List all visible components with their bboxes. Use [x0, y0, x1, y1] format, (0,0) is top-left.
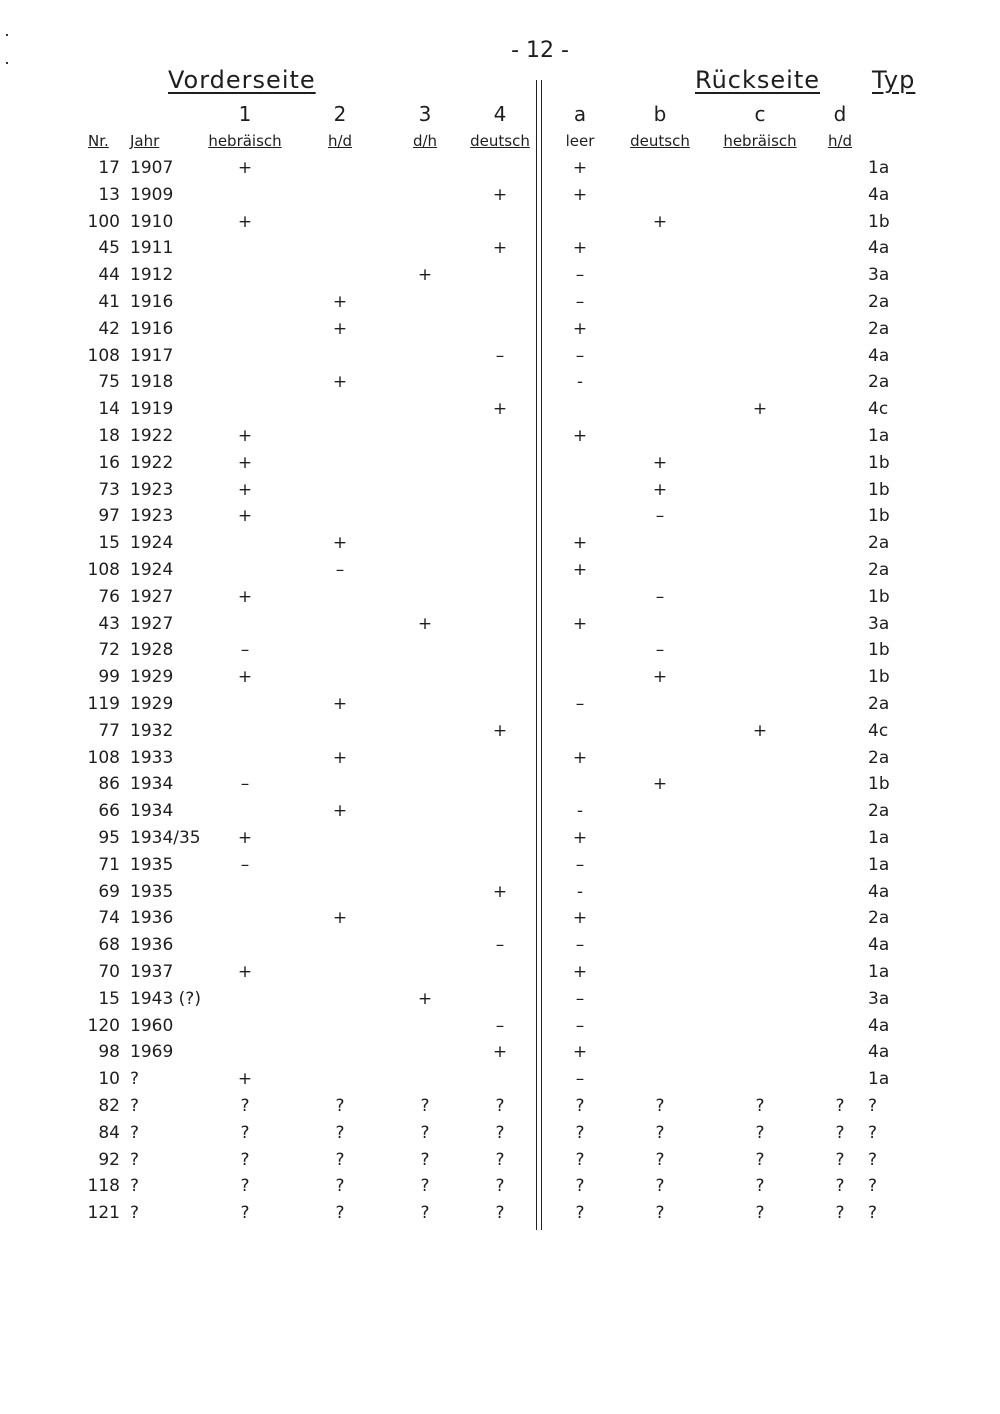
cell-year: ?	[130, 1069, 140, 1089]
cell-h-d: ?	[335, 1176, 345, 1196]
cell-nr: 119	[87, 694, 120, 714]
front-back-divider-left	[536, 80, 537, 1230]
cell-hebrew: ?	[240, 1096, 250, 1116]
cell-year: 1943 (?)	[130, 989, 201, 1009]
cell-back-german: –	[655, 587, 665, 607]
cell-german: +	[492, 1042, 508, 1062]
cell-german: ?	[495, 1123, 505, 1143]
cell-type: 4a	[868, 238, 890, 258]
cell-hebrew: –	[240, 855, 250, 875]
cell-empty: –	[575, 855, 585, 875]
column-letter-c: c	[754, 102, 766, 126]
cell-type: ?	[868, 1150, 878, 1170]
cell-back-hebrew: ?	[755, 1203, 765, 1223]
cell-type: 2a	[868, 908, 890, 928]
cell-type: 3a	[868, 614, 890, 634]
column-number-2: 2	[333, 102, 347, 126]
cell-nr: 15	[98, 533, 120, 553]
cell-back-h-d: ?	[835, 1123, 845, 1143]
cell-year: 1922	[130, 453, 174, 473]
cell-h-d: +	[332, 694, 348, 714]
cell-h-d: ?	[335, 1096, 345, 1116]
cell-nr: 118	[87, 1176, 120, 1196]
cell-back-hebrew: +	[752, 721, 768, 741]
cell-nr: 95	[98, 828, 120, 848]
cell-back-german: +	[652, 774, 668, 794]
cell-type: 1a	[868, 855, 890, 875]
cell-hebrew: +	[237, 1069, 253, 1089]
cell-empty: –	[575, 265, 585, 285]
cell-back-german: +	[652, 212, 668, 232]
cell-nr: 98	[98, 1042, 120, 1062]
cell-back-german: ?	[655, 1176, 665, 1196]
cell-type: 1a	[868, 962, 890, 982]
cell-nr: 10	[98, 1069, 120, 1089]
cell-back-hebrew: +	[752, 399, 768, 419]
cell-back-german: –	[655, 640, 665, 660]
cell-type: 2a	[868, 560, 890, 580]
cell-type: 2a	[868, 748, 890, 768]
column-letter-d: d	[833, 102, 847, 126]
margin-mark	[6, 62, 8, 64]
cell-h-d: +	[332, 533, 348, 553]
cell-german: +	[492, 882, 508, 902]
cell-type: 1b	[868, 480, 890, 500]
cell-back-h-d: ?	[835, 1150, 845, 1170]
cell-d-h: ?	[420, 1150, 430, 1170]
cell-year: 1923	[130, 480, 174, 500]
cell-type: 4a	[868, 935, 890, 955]
cell-hebrew: –	[240, 640, 250, 660]
cell-d-h: ?	[420, 1123, 430, 1143]
cell-type: 1a	[868, 158, 890, 178]
cell-hebrew: ?	[240, 1150, 250, 1170]
cell-d-h: +	[417, 614, 433, 634]
cell-hebrew: +	[237, 667, 253, 687]
cell-hebrew: ?	[240, 1123, 250, 1143]
cell-year: 1928	[130, 640, 174, 660]
cell-hebrew: –	[240, 774, 250, 794]
cell-type: 4c	[868, 721, 889, 741]
cell-year: 1934	[130, 801, 174, 821]
cell-hebrew: +	[237, 828, 253, 848]
cell-empty: +	[572, 908, 588, 928]
cell-year: 1907	[130, 158, 174, 178]
cell-year: 1969	[130, 1042, 174, 1062]
cell-nr: 45	[98, 238, 120, 258]
cell-h-d: ?	[335, 1123, 345, 1143]
cell-type: 1b	[868, 212, 890, 232]
cell-german: +	[492, 238, 508, 258]
cell-nr: 108	[87, 346, 120, 366]
cell-german: –	[495, 935, 505, 955]
cell-type: 1a	[868, 426, 890, 446]
cell-nr: 84	[98, 1123, 120, 1143]
cell-h-d: ?	[335, 1203, 345, 1223]
cell-h-d: +	[332, 372, 348, 392]
cell-nr: 75	[98, 372, 120, 392]
cell-year: 1935	[130, 882, 174, 902]
cell-nr: 108	[87, 560, 120, 580]
cell-nr: 97	[98, 506, 120, 526]
cell-year: 1916	[130, 319, 174, 339]
cell-type: 2a	[868, 292, 890, 312]
cell-nr: 76	[98, 587, 120, 607]
cell-empty: –	[575, 1069, 585, 1089]
section-type-title: Typ	[872, 66, 916, 94]
cell-empty: –	[575, 935, 585, 955]
cell-year: 1912	[130, 265, 174, 285]
cell-type: ?	[868, 1096, 878, 1116]
cell-german: ?	[495, 1150, 505, 1170]
cell-type: 4a	[868, 346, 890, 366]
cell-year: 1935	[130, 855, 174, 875]
cell-year: 1916	[130, 292, 174, 312]
section-front-title: Vorderseite	[168, 66, 316, 94]
cell-h-d: +	[332, 748, 348, 768]
cell-empty: –	[575, 989, 585, 1009]
cell-empty: +	[572, 748, 588, 768]
front-back-divider-right	[541, 80, 542, 1230]
cell-empty: -	[576, 801, 584, 821]
cell-year: 1932	[130, 721, 174, 741]
header-hebrew: hebräisch	[208, 132, 282, 150]
column-number-4: 4	[493, 102, 507, 126]
cell-nr: 44	[98, 265, 120, 285]
cell-empty: ?	[575, 1123, 585, 1143]
cell-back-hebrew: ?	[755, 1150, 765, 1170]
cell-empty: -	[576, 372, 584, 392]
cell-hebrew: +	[237, 212, 253, 232]
cell-d-h: ?	[420, 1096, 430, 1116]
header-back-german: deutsch	[630, 132, 690, 150]
cell-type: 1b	[868, 453, 890, 473]
cell-back-h-d: ?	[835, 1176, 845, 1196]
cell-empty: +	[572, 1042, 588, 1062]
cell-empty: +	[572, 185, 588, 205]
cell-hebrew: +	[237, 426, 253, 446]
cell-nr: 121	[87, 1203, 120, 1223]
cell-type: 4a	[868, 185, 890, 205]
cell-nr: 99	[98, 667, 120, 687]
cell-hebrew: +	[237, 453, 253, 473]
cell-type: 1a	[868, 828, 890, 848]
cell-nr: 17	[98, 158, 120, 178]
cell-empty: +	[572, 238, 588, 258]
cell-back-german: ?	[655, 1123, 665, 1143]
header-nr: Nr.	[88, 132, 109, 150]
section-back-title: Rückseite	[695, 66, 821, 94]
cell-year: 1934	[130, 774, 174, 794]
cell-type: 4c	[868, 399, 889, 419]
cell-year: ?	[130, 1150, 140, 1170]
cell-hebrew: ?	[240, 1176, 250, 1196]
cell-empty: +	[572, 158, 588, 178]
cell-year: 1937	[130, 962, 174, 982]
column-number-1: 1	[238, 102, 252, 126]
cell-year: 1924	[130, 533, 174, 553]
cell-empty: +	[572, 614, 588, 634]
cell-year: 1922	[130, 426, 174, 446]
cell-german: +	[492, 721, 508, 741]
cell-year: 1911	[130, 238, 174, 258]
cell-empty: ?	[575, 1203, 585, 1223]
cell-hebrew: +	[237, 587, 253, 607]
cell-nr: 74	[98, 908, 120, 928]
cell-type: 2a	[868, 533, 890, 553]
cell-type: 1a	[868, 1069, 890, 1089]
cell-year: 1927	[130, 614, 174, 634]
cell-year: 1909	[130, 185, 174, 205]
cell-nr: 71	[98, 855, 120, 875]
cell-nr: 86	[98, 774, 120, 794]
cell-h-d: –	[335, 560, 345, 580]
cell-nr: 120	[87, 1016, 120, 1036]
cell-empty: +	[572, 962, 588, 982]
cell-empty: –	[575, 1016, 585, 1036]
cell-back-german: +	[652, 667, 668, 687]
cell-year: 1923	[130, 506, 174, 526]
cell-hebrew: ?	[240, 1203, 250, 1223]
cell-german: ?	[495, 1203, 505, 1223]
page-number: - 12 -	[511, 38, 569, 63]
cell-year: 1910	[130, 212, 174, 232]
cell-nr: 13	[98, 185, 120, 205]
header-empty: leer	[565, 132, 595, 150]
cell-german: –	[495, 1016, 505, 1036]
column-number-3: 3	[418, 102, 432, 126]
cell-german: ?	[495, 1176, 505, 1196]
cell-nr: 42	[98, 319, 120, 339]
cell-nr: 72	[98, 640, 120, 660]
cell-type: 1b	[868, 667, 890, 687]
cell-year: 1929	[130, 694, 174, 714]
cell-back-hebrew: ?	[755, 1176, 765, 1196]
cell-back-german: ?	[655, 1150, 665, 1170]
cell-german: –	[495, 346, 505, 366]
header-back-h-d: h/d	[827, 132, 853, 150]
cell-back-hebrew: ?	[755, 1123, 765, 1143]
header-german: deutsch	[470, 132, 530, 150]
cell-type: 3a	[868, 989, 890, 1009]
cell-nr: 41	[98, 292, 120, 312]
cell-nr: 14	[98, 399, 120, 419]
cell-nr: 77	[98, 721, 120, 741]
cell-nr: 70	[98, 962, 120, 982]
cell-nr: 68	[98, 935, 120, 955]
cell-nr: 69	[98, 882, 120, 902]
cell-german: +	[492, 185, 508, 205]
cell-empty: –	[575, 694, 585, 714]
cell-year: 1918	[130, 372, 174, 392]
cell-hebrew: +	[237, 506, 253, 526]
cell-year: 1936	[130, 935, 174, 955]
cell-empty: ?	[575, 1150, 585, 1170]
cell-year: 1917	[130, 346, 174, 366]
cell-nr: 43	[98, 614, 120, 634]
cell-year: 1960	[130, 1016, 174, 1036]
cell-year: 1919	[130, 399, 174, 419]
cell-h-d: +	[332, 908, 348, 928]
cell-back-h-d: ?	[835, 1203, 845, 1223]
cell-german: ?	[495, 1096, 505, 1116]
cell-empty: +	[572, 828, 588, 848]
cell-empty: +	[572, 426, 588, 446]
cell-h-d: ?	[335, 1150, 345, 1170]
cell-back-german: –	[655, 506, 665, 526]
cell-year: 1934/35	[130, 828, 201, 848]
cell-hebrew: +	[237, 158, 253, 178]
cell-hebrew: +	[237, 962, 253, 982]
header-back-hebrew: hebräisch	[723, 132, 797, 150]
cell-year: 1924	[130, 560, 174, 580]
cell-back-german: +	[652, 453, 668, 473]
cell-year: ?	[130, 1123, 140, 1143]
cell-type: 1b	[868, 506, 890, 526]
cell-type: 2a	[868, 372, 890, 392]
cell-nr: 100	[87, 212, 120, 232]
cell-d-h: ?	[420, 1203, 430, 1223]
cell-empty: ?	[575, 1096, 585, 1116]
cell-type: 4a	[868, 1016, 890, 1036]
cell-nr: 15	[98, 989, 120, 1009]
header-d-h: d/h	[412, 132, 438, 150]
cell-nr: 73	[98, 480, 120, 500]
cell-back-h-d: ?	[835, 1096, 845, 1116]
cell-type: ?	[868, 1123, 878, 1143]
cell-year: 1927	[130, 587, 174, 607]
cell-nr: 92	[98, 1150, 120, 1170]
cell-d-h: +	[417, 265, 433, 285]
cell-empty: ?	[575, 1176, 585, 1196]
cell-type: ?	[868, 1203, 878, 1223]
cell-year: ?	[130, 1176, 140, 1196]
cell-nr: 108	[87, 748, 120, 768]
cell-german: +	[492, 399, 508, 419]
cell-h-d: +	[332, 801, 348, 821]
cell-empty: +	[572, 560, 588, 580]
cell-nr: 18	[98, 426, 120, 446]
cell-type: 2a	[868, 694, 890, 714]
cell-back-german: ?	[655, 1096, 665, 1116]
cell-nr: 66	[98, 801, 120, 821]
cell-year: 1933	[130, 748, 174, 768]
cell-empty: –	[575, 292, 585, 312]
column-letter-b: b	[653, 102, 667, 126]
cell-year: 1936	[130, 908, 174, 928]
cell-empty: +	[572, 319, 588, 339]
cell-type: 1b	[868, 774, 890, 794]
header-jahr: Jahr	[130, 132, 160, 150]
cell-d-h: +	[417, 989, 433, 1009]
cell-year: ?	[130, 1203, 140, 1223]
cell-nr: 82	[98, 1096, 120, 1116]
cell-type: 1b	[868, 640, 890, 660]
cell-back-german: +	[652, 480, 668, 500]
cell-nr: 16	[98, 453, 120, 473]
cell-h-d: +	[332, 292, 348, 312]
cell-h-d: +	[332, 319, 348, 339]
cell-type: ?	[868, 1176, 878, 1196]
cell-back-german: ?	[655, 1203, 665, 1223]
cell-type: 3a	[868, 265, 890, 285]
cell-type: 2a	[868, 319, 890, 339]
cell-year: ?	[130, 1096, 140, 1116]
cell-type: 4a	[868, 882, 890, 902]
cell-type: 4a	[868, 1042, 890, 1062]
column-letter-a: a	[573, 102, 587, 126]
cell-year: 1929	[130, 667, 174, 687]
cell-hebrew: +	[237, 480, 253, 500]
cell-empty: -	[576, 882, 584, 902]
cell-back-hebrew: ?	[755, 1096, 765, 1116]
cell-type: 2a	[868, 801, 890, 821]
margin-mark	[6, 34, 8, 36]
cell-empty: +	[572, 533, 588, 553]
cell-d-h: ?	[420, 1176, 430, 1196]
cell-empty: –	[575, 346, 585, 366]
cell-type: 1b	[868, 587, 890, 607]
header-h-d: h/d	[327, 132, 353, 150]
